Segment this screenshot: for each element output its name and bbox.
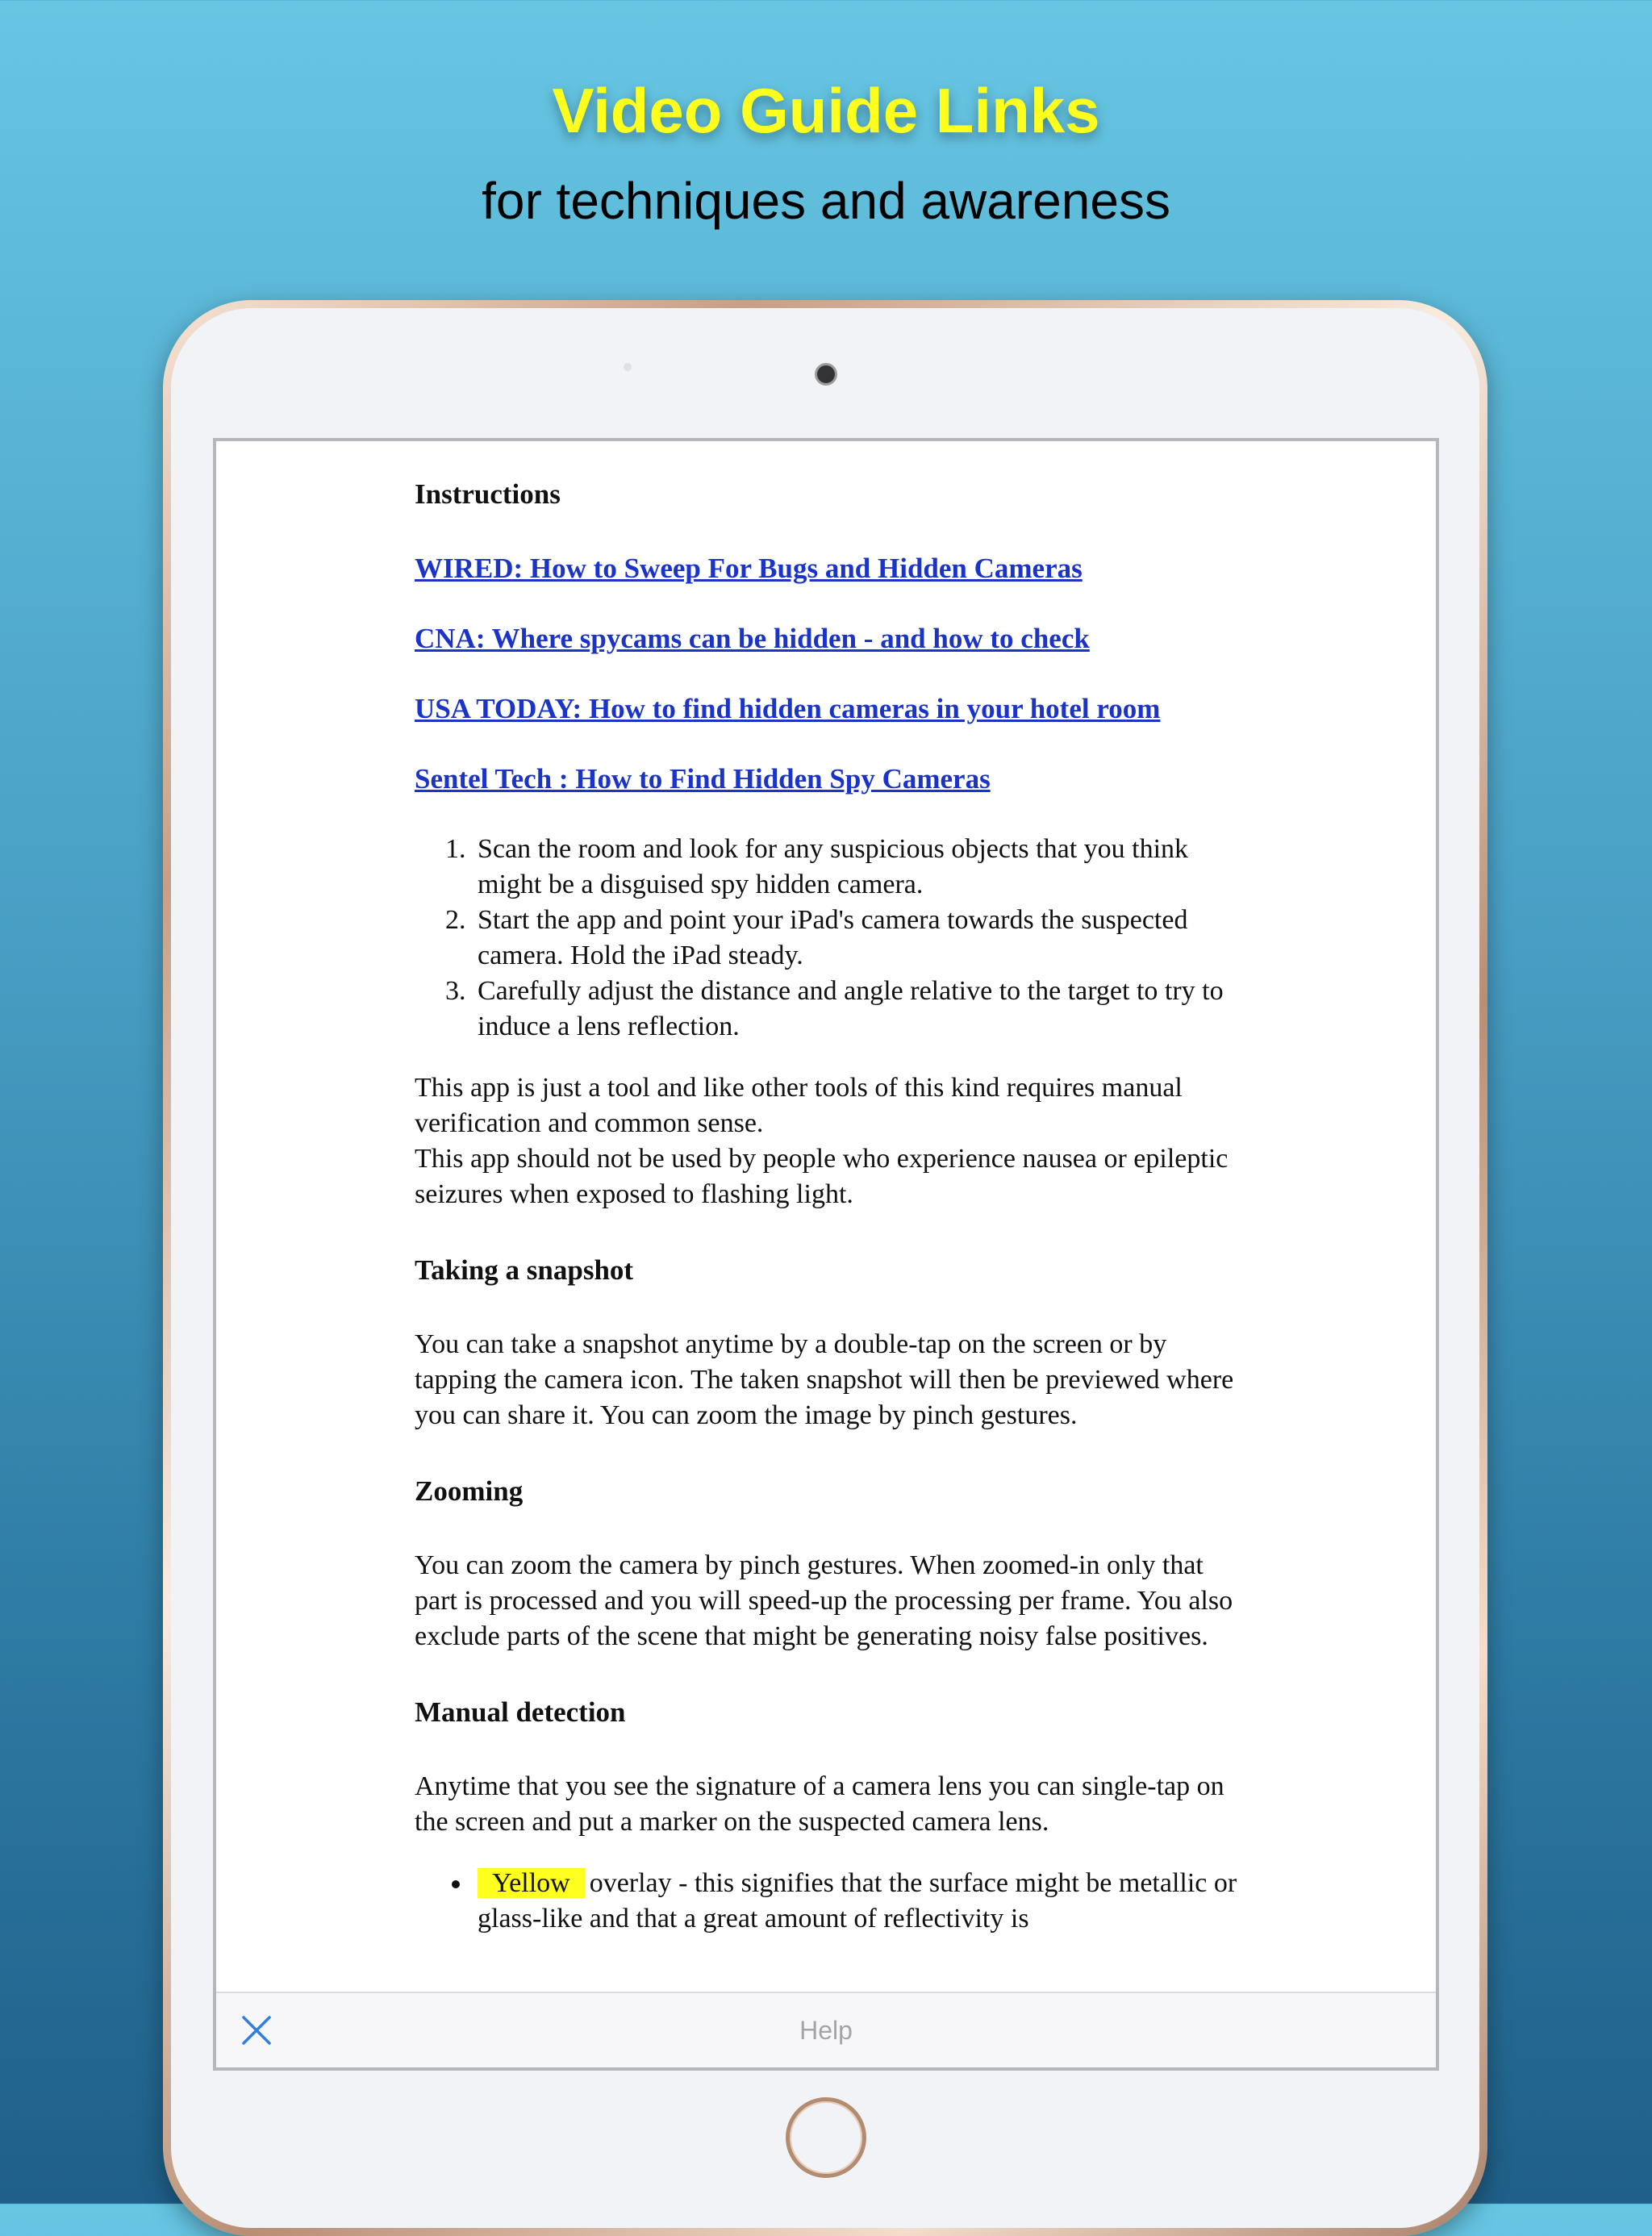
link-usa-today[interactable]: USA TODAY: How to find hidden cameras in your hotel room [415, 693, 1161, 724]
disclaimer-text: This app is just a tool and like other tools of this kind requires manual verification and common sense. [415, 1073, 1183, 1138]
manual-detection-heading: Manual detection [415, 1696, 626, 1728]
light-sensor [624, 363, 632, 371]
steps-list [415, 832, 1245, 1045]
link-wired[interactable]: WIRED: How to Sweep For Bugs and Hidden Cameras [415, 553, 1083, 584]
instructions-heading: Instructions [415, 478, 561, 510]
link-sentel-tech[interactable]: Sentel Tech : How to Find Hidden Spy Cameras [415, 763, 991, 795]
step-item: 1. Scan the room and look for any suspicious objects that you think might be a disguised spy hidden camera. [473, 832, 1245, 903]
manual-detection-text: Anytime that you see the signature of a camera lens you can single-tap on the screen and put a marker on the suspected camera lens. [415, 1771, 1224, 1837]
help-document [415, 477, 1245, 1937]
overlay-description: overlay - this signifies that the surface might be metallic or glass-like and that a great amount of reflectivity is [478, 1868, 1237, 1934]
yellow-highlight: Yellow [478, 1868, 585, 1898]
overlay-item [473, 1866, 1245, 1937]
step-item: 2. Start the app and point your iPad's camera towards the suspected camera. Hold the iPad steady. [473, 903, 1245, 974]
snapshot-text: You can take a snapshot anytime by a double-tap on the screen or by tapping the camera icon. The taken snapshot will then be previewed where you can share it. You can zoom the image by pinch gestures. [415, 1329, 1234, 1430]
promo-title: Video Guide Links [552, 75, 1100, 146]
toolbar-title: Help [799, 2016, 853, 2045]
front-camera [815, 363, 837, 386]
zoom-text: You can zoom the camera by pinch gestures. When zoomed-in only that part is processed and you will speed-up the processing per frame. You also exclude parts of the scene that might be generating noisy false positives. [415, 1550, 1233, 1651]
overlay-list [415, 1866, 1245, 1937]
step-item: 3. Carefully adjust the distance and angle relative to the target to try to induce a lens reflection. [473, 974, 1245, 1045]
link-cna[interactable]: CNA: Where spycams can be hidden - and how to check [415, 623, 1090, 654]
snapshot-heading: Taking a snapshot [415, 1254, 634, 1286]
warning-text: This app should not be used by people who experience nausea or epileptic seizures when exposed to flashing light. [415, 1144, 1229, 1209]
help-screen [213, 438, 1439, 2071]
zoom-heading: Zooming [415, 1475, 524, 1507]
bottom-toolbar [216, 1992, 1436, 2067]
promo-subtitle: for techniques and awareness [482, 172, 1170, 230]
home-button[interactable] [786, 2097, 866, 2178]
